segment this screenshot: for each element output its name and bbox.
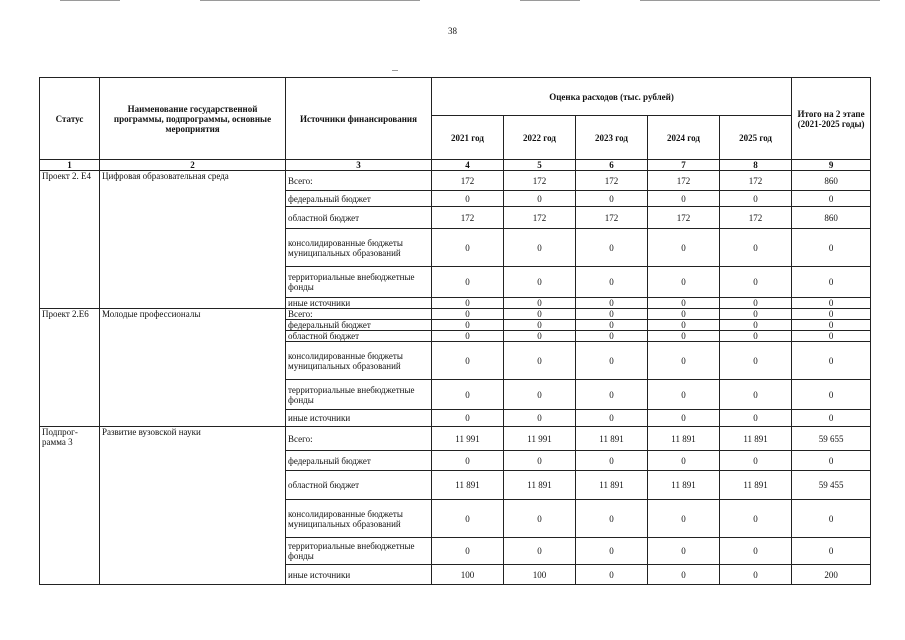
table-body xyxy=(40,171,871,585)
header-total: Итого на 2 этапе (2021-2025 годы) xyxy=(792,78,871,160)
total-cell: 860 xyxy=(792,171,871,191)
amount-cell: 0 xyxy=(720,342,792,380)
amount-cell: 0 xyxy=(432,380,504,410)
amount-cell: 172 xyxy=(648,171,720,191)
amount-cell: 0 xyxy=(504,267,576,298)
amount-cell: 0 xyxy=(648,298,720,309)
total-cell: 59 455 xyxy=(792,471,871,500)
amount-cell: 0 xyxy=(576,267,648,298)
program-name-cell: Цифровая образовательная среда xyxy=(100,171,286,309)
amount-cell: 0 xyxy=(720,410,792,427)
scan-mark xyxy=(392,70,398,71)
header-name: Наименование государственной программы, подпрограммы, основные мероприятия xyxy=(100,78,286,160)
scan-edge-line xyxy=(200,0,420,1)
amount-cell: 172 xyxy=(432,207,504,229)
table-row xyxy=(40,309,871,320)
funding-source-cell: территориальные внебюджетные фонды xyxy=(286,267,432,298)
amount-cell: 0 xyxy=(576,451,648,471)
amount-cell: 11 891 xyxy=(648,427,720,451)
total-cell: 860 xyxy=(792,207,871,229)
scan-edge-line xyxy=(640,0,880,1)
amount-cell: 0 xyxy=(720,380,792,410)
header-year: 2024 год xyxy=(648,116,720,160)
amount-cell: 172 xyxy=(648,207,720,229)
scan-edge-line xyxy=(60,0,120,1)
amount-cell: 0 xyxy=(576,342,648,380)
funding-source-cell: Всего: xyxy=(286,427,432,451)
amount-cell: 0 xyxy=(720,451,792,471)
amount-cell: 0 xyxy=(504,331,576,342)
amount-cell: 0 xyxy=(432,538,504,565)
amount-cell: 0 xyxy=(576,229,648,267)
amount-cell: 0 xyxy=(648,380,720,410)
funding-source-cell: иные источники xyxy=(286,410,432,427)
amount-cell: 0 xyxy=(720,229,792,267)
amount-cell: 0 xyxy=(720,267,792,298)
funding-source-cell: Всего: xyxy=(286,171,432,191)
funding-source-cell: федеральный бюджет xyxy=(286,320,432,331)
amount-cell: 0 xyxy=(576,309,648,320)
amount-cell: 0 xyxy=(432,320,504,331)
header-estimate: Оценка расходов (тыс. рублей) xyxy=(432,78,792,116)
total-cell: 0 xyxy=(792,298,871,309)
total-cell: 0 xyxy=(792,309,871,320)
amount-cell: 172 xyxy=(720,171,792,191)
total-cell: 0 xyxy=(792,500,871,538)
amount-cell: 172 xyxy=(504,171,576,191)
funding-source-cell: областной бюджет xyxy=(286,207,432,229)
amount-cell: 0 xyxy=(648,309,720,320)
header-year: 2021 год xyxy=(432,116,504,160)
header-sources: Источники финансирования xyxy=(286,78,432,160)
funding-source-cell: территориальные внебюджетные фонды xyxy=(286,538,432,565)
funding-source-cell: областной бюджет xyxy=(286,471,432,500)
funding-source-cell: территориальные внебюджетные фонды xyxy=(286,380,432,410)
amount-cell: 0 xyxy=(432,500,504,538)
header-status: Статус xyxy=(40,78,100,160)
funding-source-cell: Всего: xyxy=(286,309,432,320)
amount-cell: 11 991 xyxy=(432,427,504,451)
amount-cell: 0 xyxy=(432,229,504,267)
funding-source-cell: федеральный бюджет xyxy=(286,451,432,471)
column-number: 8 xyxy=(720,160,792,171)
amount-cell: 0 xyxy=(576,298,648,309)
amount-cell: 0 xyxy=(504,500,576,538)
total-cell: 0 xyxy=(792,410,871,427)
header-year: 2022 год xyxy=(504,116,576,160)
funding-source-cell: консолидированные бюджеты муниципальных образований xyxy=(286,229,432,267)
program-name-cell: Молодые профессионалы xyxy=(100,309,286,427)
amount-cell: 172 xyxy=(576,207,648,229)
total-cell: 0 xyxy=(792,191,871,207)
column-number: 7 xyxy=(648,160,720,171)
amount-cell: 0 xyxy=(648,500,720,538)
amount-cell: 172 xyxy=(504,207,576,229)
amount-cell: 11 891 xyxy=(648,471,720,500)
funding-source-cell: федеральный бюджет xyxy=(286,191,432,207)
amount-cell: 11 891 xyxy=(720,471,792,500)
total-cell: 200 xyxy=(792,565,871,585)
amount-cell: 0 xyxy=(576,320,648,331)
header-year: 2025 год xyxy=(720,116,792,160)
amount-cell: 0 xyxy=(432,191,504,207)
column-number: 3 xyxy=(286,160,432,171)
amount-cell: 0 xyxy=(504,320,576,331)
total-cell: 0 xyxy=(792,451,871,471)
total-cell: 59 655 xyxy=(792,427,871,451)
amount-cell: 0 xyxy=(432,267,504,298)
amount-cell: 0 xyxy=(576,331,648,342)
total-cell: 0 xyxy=(792,267,871,298)
amount-cell: 0 xyxy=(648,320,720,331)
column-number: 6 xyxy=(576,160,648,171)
amount-cell: 0 xyxy=(648,229,720,267)
amount-cell: 0 xyxy=(720,309,792,320)
budget-table xyxy=(39,77,871,585)
funding-source-cell: консолидированные бюджеты муниципальных образований xyxy=(286,500,432,538)
amount-cell: 0 xyxy=(648,191,720,207)
amount-cell: 11 991 xyxy=(504,427,576,451)
amount-cell: 172 xyxy=(720,207,792,229)
status-cell: Проект 2.Е6 xyxy=(40,309,100,427)
amount-cell: 0 xyxy=(576,565,648,585)
amount-cell: 11 891 xyxy=(576,471,648,500)
amount-cell: 0 xyxy=(720,538,792,565)
column-number: 2 xyxy=(100,160,286,171)
funding-source-cell: консолидированные бюджеты муниципальных образований xyxy=(286,342,432,380)
amount-cell: 0 xyxy=(648,565,720,585)
amount-cell: 0 xyxy=(432,410,504,427)
status-cell: Проект 2. Е4 xyxy=(40,171,100,309)
amount-cell: 0 xyxy=(720,500,792,538)
amount-cell: 0 xyxy=(504,309,576,320)
table-row xyxy=(40,171,871,191)
amount-cell: 0 xyxy=(648,451,720,471)
amount-cell: 0 xyxy=(432,298,504,309)
total-cell: 0 xyxy=(792,320,871,331)
amount-cell: 0 xyxy=(432,331,504,342)
scan-edge-line xyxy=(520,0,580,1)
amount-cell: 0 xyxy=(648,342,720,380)
amount-cell: 11 891 xyxy=(576,427,648,451)
amount-cell: 0 xyxy=(504,298,576,309)
total-cell: 0 xyxy=(792,229,871,267)
amount-cell: 0 xyxy=(576,191,648,207)
amount-cell: 0 xyxy=(576,538,648,565)
page-number: 38 xyxy=(448,26,457,36)
funding-source-cell: иные источники xyxy=(286,298,432,309)
amount-cell: 0 xyxy=(648,410,720,427)
amount-cell: 0 xyxy=(432,342,504,380)
amount-cell: 172 xyxy=(576,171,648,191)
amount-cell: 0 xyxy=(432,309,504,320)
amount-cell: 100 xyxy=(504,565,576,585)
amount-cell: 0 xyxy=(648,538,720,565)
amount-cell: 0 xyxy=(504,229,576,267)
program-name-cell: Развитие вузовской науки xyxy=(100,427,286,585)
amount-cell: 11 891 xyxy=(720,427,792,451)
table-row xyxy=(40,427,871,451)
column-number: 9 xyxy=(792,160,871,171)
column-number: 4 xyxy=(432,160,504,171)
amount-cell: 0 xyxy=(720,331,792,342)
total-cell: 0 xyxy=(792,331,871,342)
amount-cell: 11 891 xyxy=(432,471,504,500)
amount-cell: 0 xyxy=(432,451,504,471)
amount-cell: 0 xyxy=(504,410,576,427)
amount-cell: 0 xyxy=(504,538,576,565)
amount-cell: 100 xyxy=(432,565,504,585)
amount-cell: 0 xyxy=(576,380,648,410)
amount-cell: 0 xyxy=(648,331,720,342)
total-cell: 0 xyxy=(792,538,871,565)
amount-cell: 0 xyxy=(648,267,720,298)
amount-cell: 0 xyxy=(720,565,792,585)
funding-source-cell: иные источники xyxy=(286,565,432,585)
funding-source-cell: областной бюджет xyxy=(286,331,432,342)
column-number: 5 xyxy=(504,160,576,171)
amount-cell: 0 xyxy=(720,191,792,207)
total-cell: 0 xyxy=(792,342,871,380)
amount-cell: 0 xyxy=(720,320,792,331)
amount-cell: 0 xyxy=(504,342,576,380)
amount-cell: 0 xyxy=(576,500,648,538)
amount-cell: 0 xyxy=(504,380,576,410)
amount-cell: 0 xyxy=(504,191,576,207)
amount-cell: 0 xyxy=(504,451,576,471)
amount-cell: 11 891 xyxy=(504,471,576,500)
amount-cell: 0 xyxy=(720,298,792,309)
total-cell: 0 xyxy=(792,380,871,410)
amount-cell: 0 xyxy=(576,410,648,427)
status-cell: Подпрог- рамма 3 xyxy=(40,427,100,585)
header-year: 2023 год xyxy=(576,116,648,160)
column-number: 1 xyxy=(40,160,100,171)
amount-cell: 172 xyxy=(432,171,504,191)
